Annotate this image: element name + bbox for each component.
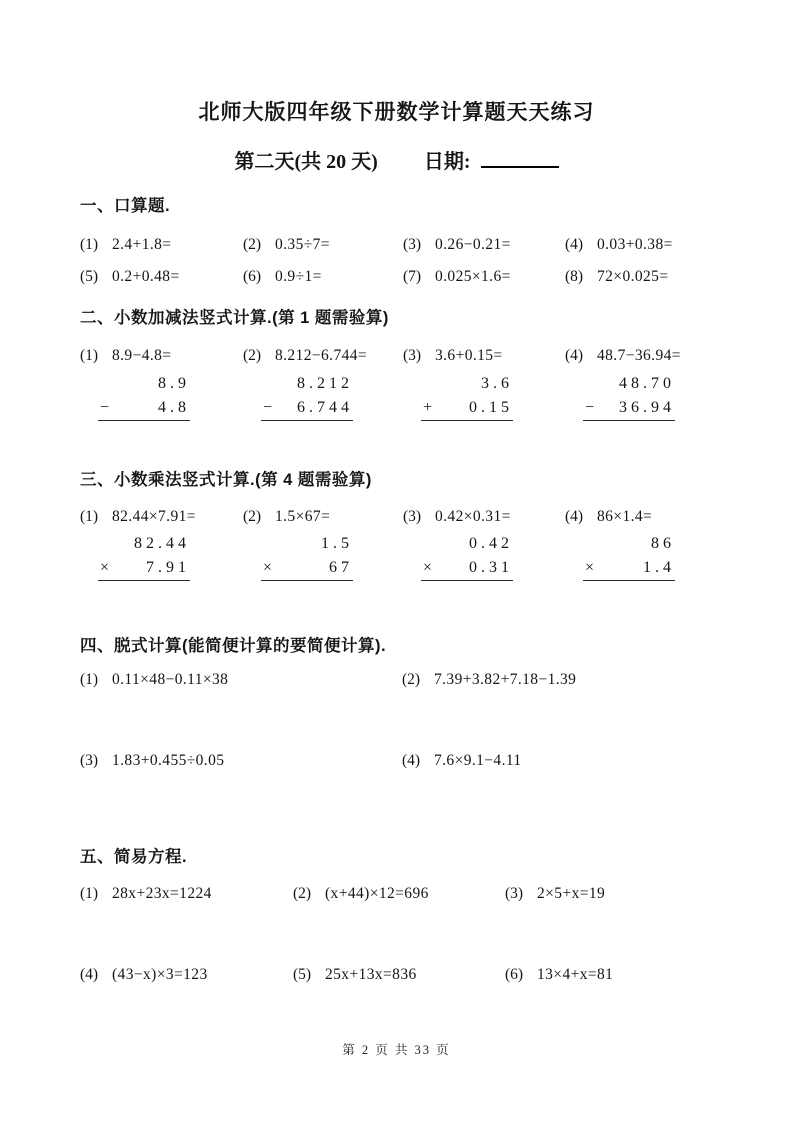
problem-3-3 <box>403 506 565 527</box>
problem-number: (8) <box>565 268 584 285</box>
problem-2-4 <box>565 345 793 366</box>
problem-number: (4) <box>565 508 584 525</box>
problem-expression: 72×0.025= <box>597 268 669 285</box>
vertical-bottom-number: 6 . 7 4 4 <box>297 399 349 416</box>
vertical-calc-2-4 <box>583 375 675 421</box>
page-title: 北师大版四年级下册数学计算题天天练习 <box>198 100 595 124</box>
problem-number: (7) <box>403 268 422 285</box>
problem-number: (1) <box>80 236 99 253</box>
vertical-operator: × <box>263 559 273 576</box>
vertical-bottom-number: 7 . 9 1 <box>146 559 186 576</box>
date-blank-line <box>481 146 559 168</box>
problem-number: (1) <box>80 508 99 525</box>
problem-number: (3) <box>403 347 422 364</box>
problem-expression: 0.11×48−0.11×38 <box>112 671 229 688</box>
problem-expression: (43−x)×3=123 <box>112 966 208 983</box>
section4-heading: 四、脱式计算(能简便计算的要简便计算). <box>80 637 387 655</box>
problem-4-2 <box>402 669 793 690</box>
problem-2-1 <box>80 345 243 366</box>
vertical-calc-2-3 <box>421 375 513 421</box>
section1-problems <box>0 234 793 287</box>
problem-number: (4) <box>565 347 584 364</box>
problem-expression: (x+44)×12=696 <box>325 885 429 902</box>
vertical-bottom-number: 3 6 . 9 4 <box>619 399 671 416</box>
vertical-bottom-number: 1 . 4 <box>643 559 671 576</box>
vertical-bottom-number: 4 . 8 <box>158 399 186 416</box>
problem-expression: 1.5×67= <box>275 508 331 525</box>
vertical-calc-3-2 <box>261 535 353 581</box>
section5-problems <box>0 883 793 985</box>
problem-expression: 82.44×7.91= <box>112 508 196 525</box>
vertical-top-number: 8 . 2 1 2 <box>297 375 349 392</box>
section3-heading: 三、小数乘法竖式计算.(第 4 题需验算) <box>80 471 372 489</box>
day-counter: 第二天(共 20 天) <box>234 151 378 173</box>
problem-expression: 7.6×9.1−4.11 <box>434 752 522 769</box>
problem-number: (2) <box>243 347 262 364</box>
problem-number: (1) <box>80 671 99 688</box>
section2-heading: 二、小数加减法竖式计算.(第 1 题需验算) <box>80 309 389 327</box>
date-label: 日期: <box>423 151 471 173</box>
problem-number: (3) <box>403 236 422 253</box>
page-subtitle <box>0 146 793 174</box>
vertical-calc-2-1 <box>98 375 190 421</box>
problem-expression: 0.2+0.48= <box>112 268 180 285</box>
vertical-operator: − <box>263 399 273 416</box>
problem-number: (2) <box>402 671 421 688</box>
problem-number: (1) <box>80 885 99 902</box>
problem-5-5 <box>293 964 505 985</box>
problem-1-7 <box>403 266 565 287</box>
vertical-operator: × <box>100 559 110 576</box>
problem-5-6 <box>505 964 793 985</box>
section5-heading: 五、简易方程. <box>80 848 188 866</box>
vertical-top-number: 3 . 6 <box>481 375 509 392</box>
vertical-operator: + <box>423 399 433 416</box>
problem-expression: 1.83+0.455÷0.05 <box>112 752 225 769</box>
problem-4-4 <box>402 750 793 771</box>
vertical-calc-2-2 <box>261 375 353 421</box>
problem-number: (2) <box>293 885 312 902</box>
problem-5-1 <box>80 883 293 904</box>
vertical-operator: × <box>585 559 595 576</box>
problem-3-4 <box>565 506 793 527</box>
problem-1-5 <box>80 266 243 287</box>
section2-problems <box>0 345 793 366</box>
problem-expression: 0.03+0.38= <box>597 236 673 253</box>
problem-1-6 <box>243 266 403 287</box>
problem-expression: 0.9÷1= <box>275 268 322 285</box>
problem-expression: 48.7−36.94= <box>597 347 681 364</box>
problem-number: (3) <box>505 885 524 902</box>
problem-number: (1) <box>80 347 99 364</box>
section2-vertical-row <box>0 375 793 421</box>
problem-3-2 <box>243 506 403 527</box>
problem-1-2 <box>243 234 403 255</box>
vertical-top-number: 8 . 9 <box>158 375 186 392</box>
problem-5-2 <box>293 883 505 904</box>
problem-2-2 <box>243 345 403 366</box>
vertical-calc-3-3 <box>421 535 513 581</box>
problem-1-1 <box>80 234 243 255</box>
vertical-top-number: 4 8 . 7 0 <box>619 375 671 392</box>
problem-expression: 7.39+3.82+7.18−1.39 <box>434 671 577 688</box>
vertical-operator: − <box>585 399 595 416</box>
problem-expression: 3.6+0.15= <box>435 347 503 364</box>
vertical-calc-3-4 <box>583 535 675 581</box>
vertical-top-number: 8 2 . 4 4 <box>134 535 186 552</box>
problem-1-4 <box>565 234 793 255</box>
problem-5-4 <box>80 964 293 985</box>
vertical-operator: − <box>100 399 110 416</box>
problem-1-8 <box>565 266 793 287</box>
problem-number: (3) <box>80 752 99 769</box>
problem-expression: 13×4+x=81 <box>537 966 614 983</box>
problem-number: (6) <box>505 966 524 983</box>
problem-expression: 8.212−6.744= <box>275 347 368 364</box>
problem-expression: 0.42×0.31= <box>435 508 511 525</box>
problem-number: (2) <box>243 508 262 525</box>
problem-number: (2) <box>243 236 262 253</box>
vertical-calc-3-1 <box>98 535 190 581</box>
problem-4-1 <box>80 669 402 690</box>
problem-number: (6) <box>243 268 262 285</box>
vertical-bottom-number: 0 . 3 1 <box>469 559 509 576</box>
problem-expression: 28x+23x=1224 <box>112 885 212 902</box>
problem-expression: 8.9−4.8= <box>112 347 172 364</box>
section4-problems <box>0 669 793 771</box>
section3-problems <box>0 506 793 527</box>
problem-5-3 <box>505 883 793 904</box>
section3-vertical-row <box>0 535 793 581</box>
vertical-bottom-number: 6 7 <box>329 559 349 576</box>
problem-expression: 2.4+1.8= <box>112 236 172 253</box>
problem-3-1 <box>80 506 243 527</box>
vertical-top-number: 0 . 4 2 <box>469 535 509 552</box>
problem-number: (5) <box>293 966 312 983</box>
problem-expression: 0.025×1.6= <box>435 268 511 285</box>
problem-expression: 25x+13x=836 <box>325 966 417 983</box>
problem-4-3 <box>80 750 402 771</box>
problem-number: (5) <box>80 268 99 285</box>
problem-2-3 <box>403 345 565 366</box>
problem-expression: 2×5+x=19 <box>537 885 606 902</box>
section1-heading: 一、口算题. <box>80 197 171 215</box>
problem-expression: 0.35÷7= <box>275 236 330 253</box>
vertical-top-number: 1 . 5 <box>321 535 349 552</box>
problem-number: (3) <box>403 508 422 525</box>
page-number-footer: 第 2 页 共 33 页 <box>342 1043 451 1057</box>
problem-number: (4) <box>402 752 421 769</box>
problem-expression: 0.26−0.21= <box>435 236 511 253</box>
vertical-top-number: 8 6 <box>651 535 671 552</box>
problem-1-3 <box>403 234 565 255</box>
vertical-operator: × <box>423 559 433 576</box>
problem-number: (4) <box>80 966 99 983</box>
problem-expression: 86×1.4= <box>597 508 653 525</box>
vertical-bottom-number: 0 . 1 5 <box>469 399 509 416</box>
problem-number: (4) <box>565 236 584 253</box>
